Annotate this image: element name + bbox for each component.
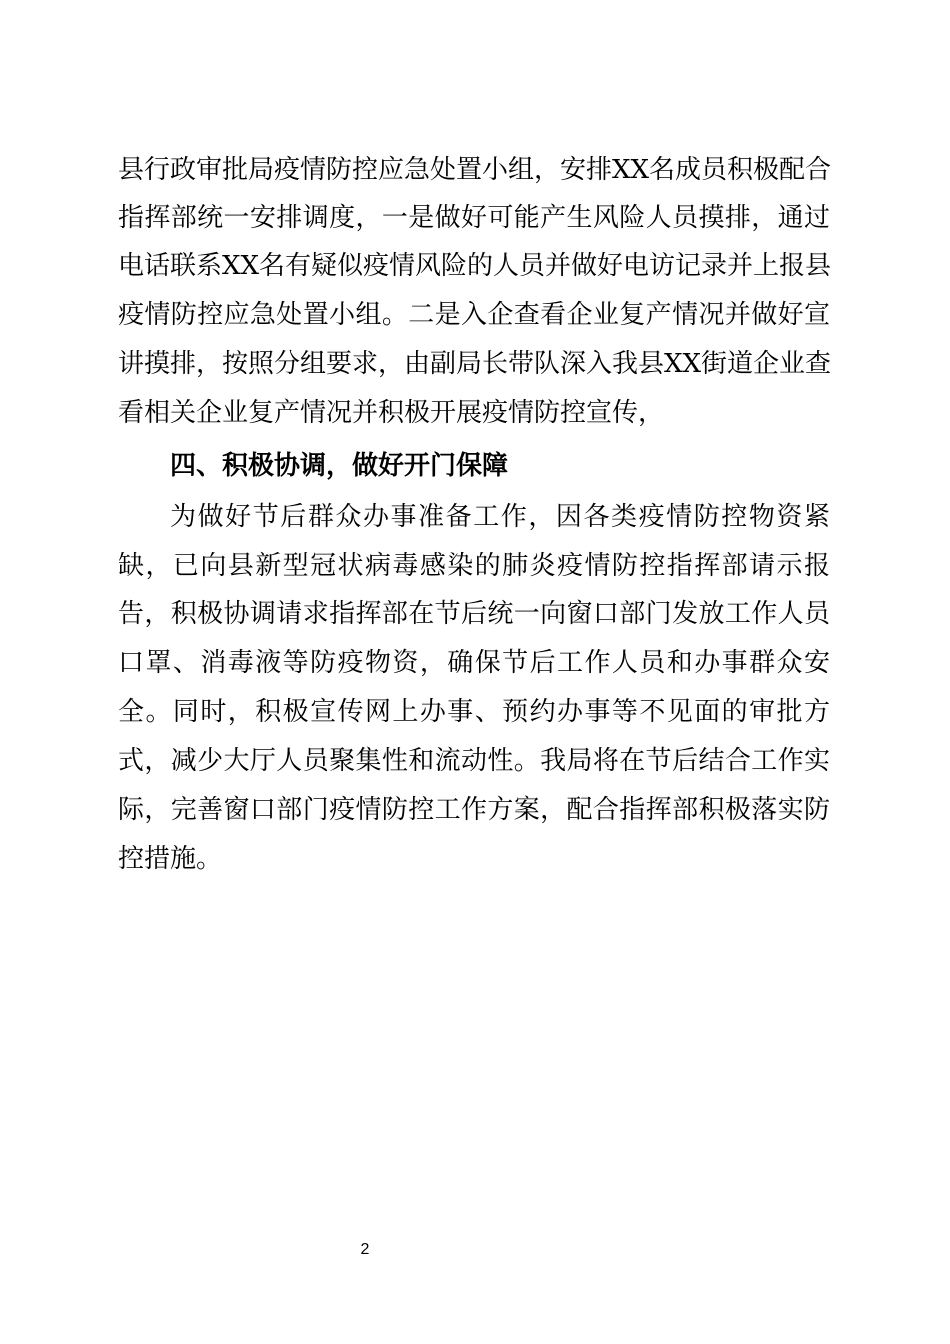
paragraph-line: 际，完善窗口部门疫情防控工作方案，配合指挥部积极落实防 <box>118 795 830 825</box>
paragraph-line: 讲摸排，按照分组要求，由副局长带队深入我县XX街道企业查 <box>118 349 832 379</box>
paragraph-line: 缺，已向县新型冠状病毒感染的肺炎疫情防控指挥部请示报 <box>118 551 830 581</box>
paragraph-line: 口罩、消毒液等防疫物资，确保节后工作人员和办事群众安 <box>118 648 830 678</box>
paragraph-line: 县行政审批局疫情防控应急处置小组，安排XX名成员积极配合 <box>118 155 832 185</box>
paragraph-line: 疫情防控应急处置小组。二是入企查看企业复产情况并做好宣 <box>118 300 830 330</box>
paragraph-line: 为做好节后群众办事准备工作，因各类疫情防控物资紧 <box>170 502 830 532</box>
section-heading: 四、积极协调，做好开门保障 <box>170 451 509 481</box>
page-number: 2 <box>360 1241 370 1258</box>
paragraph-line: 告，积极协调请求指挥部在节后统一向窗口部门发放工作人员 <box>118 599 830 629</box>
paragraph-line: 全。同时，积极宣传网上办事、预约办事等不见面的审批方 <box>118 697 830 727</box>
paragraph-line: 式，减少大厅人员聚集性和流动性。我局将在节后结合工作实 <box>118 746 830 776</box>
paragraph-line: 电话联系XX名有疑似疫情风险的人员并做好电访记录并上报县 <box>118 251 832 281</box>
paragraph-line: 指挥部统一安排调度，一是做好可能产生风险人员摸排，通过 <box>118 203 830 233</box>
paragraph-line: 看相关企业复产情况并积极开展疫情防控宣传， <box>118 398 665 428</box>
paragraph-line: 控措施。 <box>118 844 223 874</box>
